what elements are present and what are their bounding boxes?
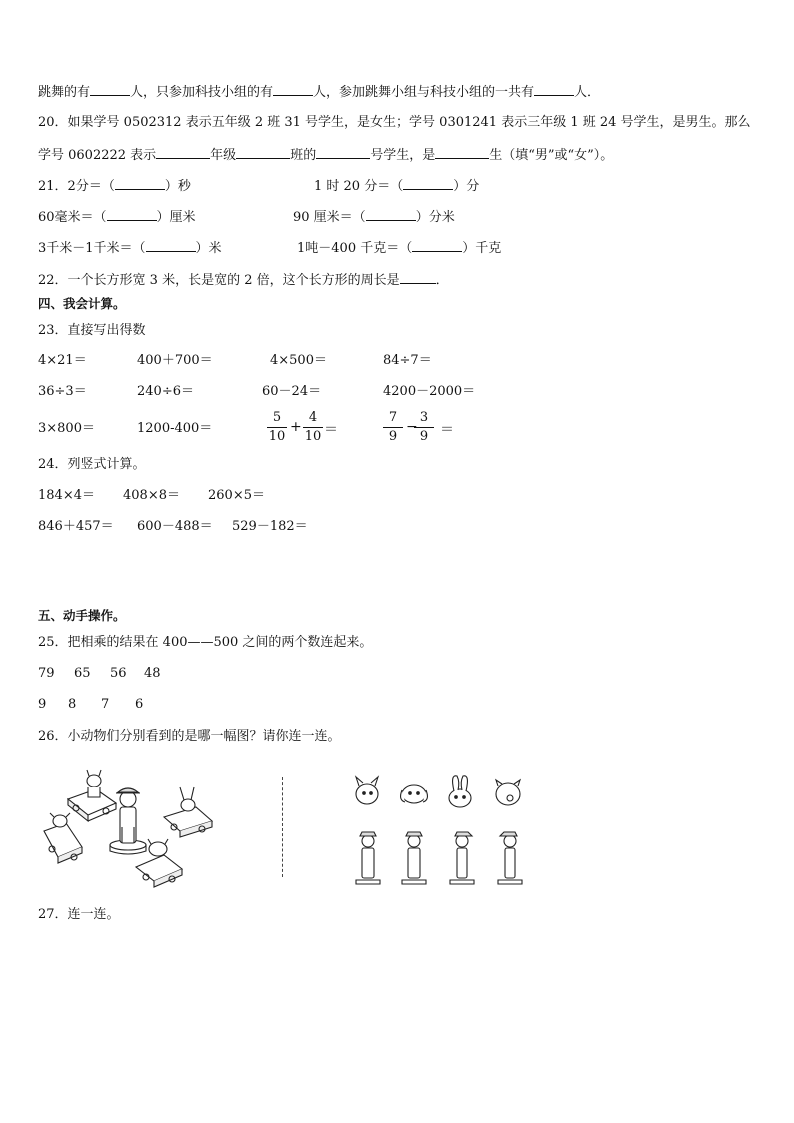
q25-number[interactable]: 56 — [110, 666, 127, 681]
q23-r1-c4: 84÷7＝ — [383, 353, 432, 368]
q21-item-a: 21．2分＝（ ）秒 — [38, 176, 191, 196]
answer-blank[interactable] — [400, 270, 436, 284]
policeman-right-view[interactable] — [498, 832, 522, 884]
q20-text-4: 号学生，是 — [370, 148, 436, 163]
policeman-views-row — [350, 830, 530, 886]
answer-blank[interactable] — [156, 145, 210, 159]
animals-around-figure-illustration — [36, 765, 256, 890]
q24-r1-c3: 260×5＝ — [208, 488, 265, 503]
q20-text-5: 生（填“男”或“女”）。 — [489, 148, 614, 163]
answer-blank[interactable] — [534, 82, 574, 96]
q23-r1-c3: 4×500＝ — [270, 353, 327, 368]
q19-text-4: 人． — [574, 85, 601, 100]
q23-r1-c1: 4×21＝ — [38, 353, 87, 368]
answer-blank[interactable] — [366, 207, 416, 221]
q24-r1-c1: 184×4＝ — [38, 488, 95, 503]
answer-blank[interactable] — [236, 145, 290, 159]
q21-item-b: 1 时 20 分＝（ ）分 — [314, 176, 479, 196]
q24-title: 24．列竖式计算。 — [38, 457, 146, 472]
q19-text-1: 跳舞的有 — [38, 85, 91, 100]
q20-text-2: 年级 — [210, 148, 237, 163]
q24-r2-c2: 600－488＝ — [137, 519, 213, 534]
q23-r2-c1: 36÷3＝ — [38, 384, 87, 399]
fraction-7-9: 7 9 — [383, 410, 403, 445]
q22-line: 22．一个长方形宽 3 米，长是宽的 2 倍，这个长方形的周长是 ． — [38, 270, 449, 290]
q25-number[interactable]: 6 — [135, 697, 144, 712]
plus-sign: + — [290, 419, 302, 435]
minus-sign: − — [406, 419, 418, 435]
q21-item-f: 1吨－400 千克＝（ ）千克 — [297, 238, 501, 258]
policeman-back-view[interactable] — [402, 832, 426, 884]
squirrel-car-figure — [68, 770, 116, 821]
answer-blank[interactable] — [316, 145, 370, 159]
dog-car-figure — [44, 813, 82, 863]
q21-item-c: 60毫米＝（ ）厘米 — [38, 207, 196, 227]
q27-title: 27．连一连。 — [38, 907, 120, 922]
q24-r2-c1: 846＋457＝ — [38, 519, 114, 534]
q23-r2-c2: 240÷6＝ — [137, 384, 194, 399]
answer-blank[interactable] — [90, 82, 130, 96]
equals-sign: ＝ — [324, 422, 338, 438]
fraction-5-10: 5 10 — [268, 410, 286, 444]
answer-blank[interactable] — [412, 238, 462, 252]
q26-title: 26．小动物们分别看到的是哪一幅图？请你连一连。 — [38, 729, 341, 744]
q25-number[interactable]: 65 — [74, 666, 91, 681]
fraction-3-9: 3 9 — [414, 410, 434, 445]
section-heading-4: 四、我会计算。 — [38, 296, 126, 311]
q23-title: 23．直接写出得数 — [38, 323, 146, 338]
dog-head-icon[interactable] — [401, 785, 428, 803]
answer-blank[interactable] — [435, 145, 489, 159]
answer-blank[interactable] — [107, 207, 157, 221]
q23-r1-c2: 400＋700＝ — [137, 353, 213, 368]
q19-text-2: 人，只参加科技小组的有 — [130, 85, 274, 100]
q23-r3-c1: 3×800＝ — [38, 421, 95, 436]
squirrel-head-icon[interactable] — [356, 777, 378, 804]
q20-text-1: 学号 0602222 表示 — [38, 148, 157, 163]
q21-item-e: 3千米－1千米＝（ ）米 — [38, 238, 222, 258]
q23-r2-c4: 4200－2000＝ — [383, 384, 476, 399]
q23-r2-c3: 60－24＝ — [262, 384, 322, 399]
policeman-left-view[interactable] — [450, 832, 474, 884]
q19-text-3: 人，参加跳舞小组与科技小组的一共有 — [313, 85, 535, 100]
q22-text: 22．一个长方形宽 3 米，长是宽的 2 倍，这个长方形的周长是 — [38, 273, 400, 288]
q25-title: 25．把相乘的结果在 400——500 之间的两个数连起来。 — [38, 635, 373, 650]
q25-number[interactable]: 79 — [38, 666, 55, 681]
dashed-divider — [282, 777, 283, 877]
fraction-4-10: 4 10 — [304, 410, 322, 444]
pig-head-icon[interactable] — [496, 780, 520, 805]
q20-text-3: 班的 — [290, 148, 317, 163]
q20-line-1: 20．如果学号 0502312 表示五年级 2 班 31 号学生，是女生；学号 0301241 表示三年级 1 班 24 号学生，是男生。那么 — [38, 115, 751, 130]
equals-sign: ＝ — [440, 422, 454, 438]
q24-r2-c3: 529－182＝ — [232, 519, 308, 534]
q20-line-2 — [38, 145, 613, 165]
rabbit-head-icon[interactable] — [449, 776, 471, 807]
animal-heads-row — [350, 772, 530, 812]
q19-tail-line — [38, 82, 600, 102]
rabbit-car-figure — [164, 787, 212, 837]
answer-blank[interactable] — [115, 176, 165, 190]
section-heading-5: 五、动手操作。 — [38, 608, 126, 623]
answer-blank[interactable] — [403, 176, 453, 190]
q25-number[interactable]: 8 — [68, 697, 77, 712]
policeman-front-view[interactable] — [356, 832, 380, 884]
q23-r3-c2: 1200-400＝ — [137, 421, 213, 436]
q24-r1-c2: 408×8＝ — [123, 488, 180, 503]
q25-number[interactable]: 9 — [38, 697, 47, 712]
answer-blank[interactable] — [146, 238, 196, 252]
q21-item-d: 90 厘米＝（ ）分米 — [293, 207, 455, 227]
answer-blank[interactable] — [273, 82, 313, 96]
q25-number[interactable]: 48 — [144, 666, 161, 681]
q25-number[interactable]: 7 — [101, 697, 110, 712]
policeman-figure — [110, 788, 146, 854]
